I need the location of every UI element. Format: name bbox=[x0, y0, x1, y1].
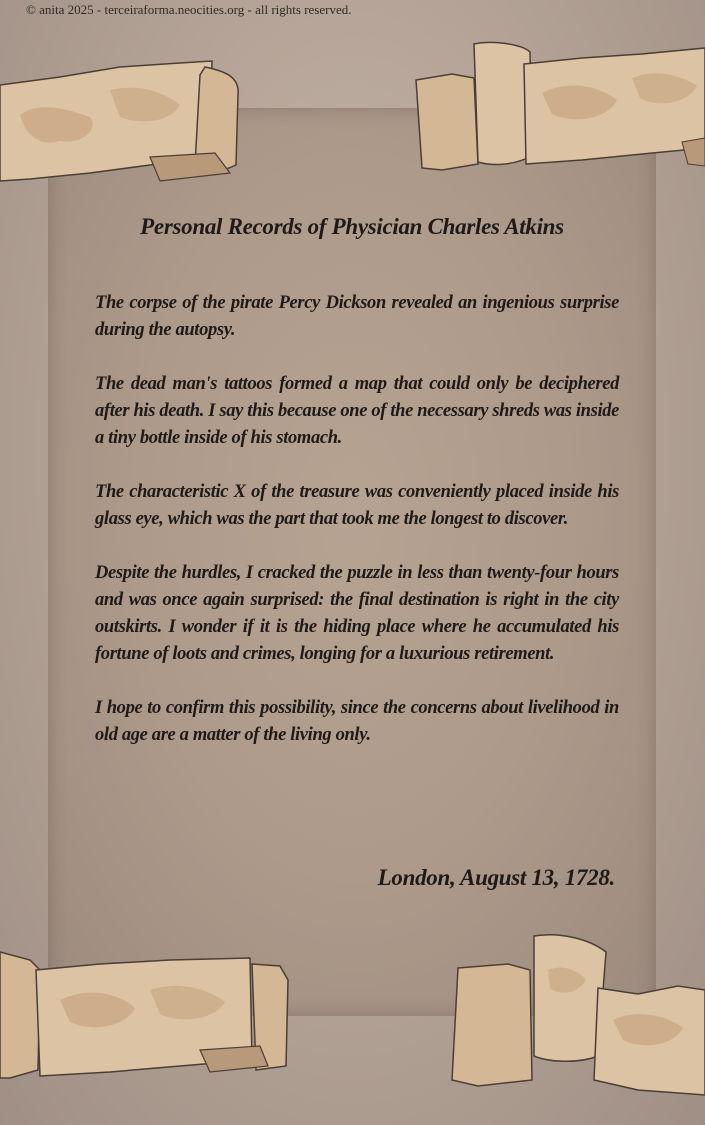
paragraph: The characteristic X of the treasure was conveniently placed inside his glass eye, which was the part that took me the longest to discover. bbox=[95, 482, 619, 529]
document-title: Personal Records of Physician Charles Atkins bbox=[140, 214, 564, 239]
scroll-top-left-decoration bbox=[0, 55, 250, 185]
document-signoff: London, August 13, 1728. bbox=[377, 865, 615, 890]
paragraph: The corpse of the pirate Percy Dickson revealed an ingenious surprise during the autopsy. bbox=[95, 293, 619, 340]
scroll-bottom-left-decoration bbox=[0, 950, 300, 1085]
paragraph: The dead man's tattoos formed a map that could only be deciphered after his death. I say this because one of the necessary shreds was inside a tiny bottle inside of his stomach. bbox=[95, 374, 619, 448]
paragraph: Despite the hurdles, I cracked the puzzle in less than twenty-four hours and was once again surprised: the final destination is right in the city outskirts. I wonder if it is the hiding place where he accumulated his fortune of loots and crimes, longing for a luxurious retirement. bbox=[95, 563, 619, 664]
document-body bbox=[95, 290, 619, 776]
scroll-bottom-right-decoration bbox=[438, 930, 705, 1095]
paragraph: I hope to confirm this possibility, since the concerns about livelihood in old age are a matter of the living only. bbox=[95, 698, 619, 745]
scroll-top-right-decoration bbox=[412, 38, 705, 178]
copyright-notice: © anita 2025 - terceiraforma.neocities.org - all rights reserved. bbox=[26, 2, 352, 17]
